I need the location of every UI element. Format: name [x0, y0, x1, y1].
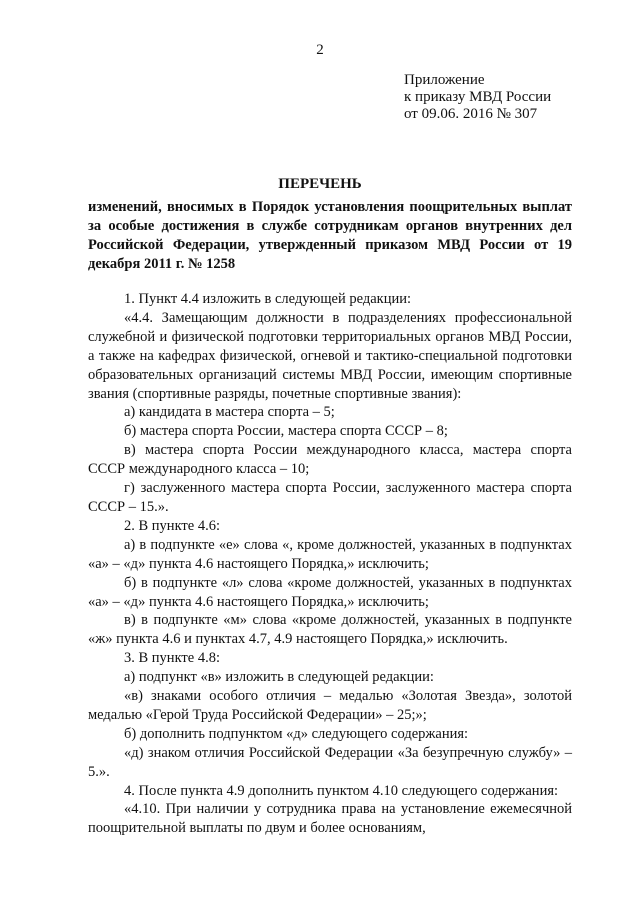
document-body: [88, 290, 572, 838]
paragraph: «д) знаком отличия Российской Федерации «За безупречную службу» – 5.».: [88, 744, 572, 780]
approval-block: [404, 72, 551, 123]
paragraph: б) мастера спорта России, мастера спорта СССР – 8;: [124, 423, 448, 440]
paragraph: «4.10. При наличии у сотрудника права на установление ежемесячной поощрительной выплаты по двум и более основаниям,: [88, 801, 572, 837]
paragraph: б) дополнить подпунктом «д» следующего содержания:: [124, 725, 469, 742]
paragraph: г) заслуженного мастера спорта России, заслуженного мастера спорта СССР – 15.».: [88, 480, 572, 515]
paragraph: а) подпункт «в» изложить в следующей редакции:: [124, 669, 434, 686]
paragraph: «в) знаками особого отличия – медалью «Золотая Звезда», золотой медалью «Герой Труда Российской Федерации» – 25;»;: [88, 688, 572, 723]
page-number: 2: [316, 42, 324, 58]
paragraph: б) в подпункте «л» слова «кроме должностей, указанных в подпунктах «а» – «д» пункта 4.6 настоящего Порядка,» исключить;: [88, 574, 572, 610]
document-title: ПЕРЕЧЕНЬ: [278, 176, 362, 192]
paragraph: 2. В пункте 4.6:: [124, 517, 220, 534]
paragraph: 3. В пункте 4.8:: [124, 650, 220, 667]
paragraph: в) мастера спорта России международного класса, мастера спорта СССР международного класса – 10;: [88, 442, 572, 478]
approval-line-order: к приказу МВД России: [404, 89, 552, 105]
paragraph: «4.4. Замещающим должности в подразделениях профессиональной служебной и физической подготовки территориальных органов МВД России, а также на кафедрах физической, огневой и тактико-специальной подготовки образовательных организаций системы МВД России, имеющим спортивные звания (спортивные разряды, почетные спортивные звания):: [88, 309, 572, 402]
paragraph: 4. После пункта 4.9 дополнить пунктом 4.10 следующего содержания:: [124, 782, 559, 799]
document-subtitle: изменений, вносимых в Порядок установления поощрительных выплат за особые достижения в службе сотрудникам органов внутренних дел Российской Федерации, утвержденный приказом МВД России от 19 декабря 2011 г. № 1258: [88, 199, 572, 272]
paragraph: а) кандидата в мастера спорта – 5;: [124, 404, 335, 421]
approval-line-date: от 09.06. 2016 № 307: [404, 106, 538, 122]
paragraph: а) в подпункте «е» слова «, кроме должностей, указанных в подпунктах «а» – «д» пункта 4.6 настоящего Порядка,» исключить;: [88, 536, 572, 572]
paragraph: 1. Пункт 4.4 изложить в следующей редакции:: [124, 291, 412, 307]
paragraph: в) в подпункте «м» слова «кроме должностей, указанных в подпункте «ж» пункта 4.6 и пунктах 4.7, 4.9 настоящего Порядка,» исключить.: [88, 612, 572, 648]
approval-line-appendix: Приложение: [404, 72, 485, 88]
